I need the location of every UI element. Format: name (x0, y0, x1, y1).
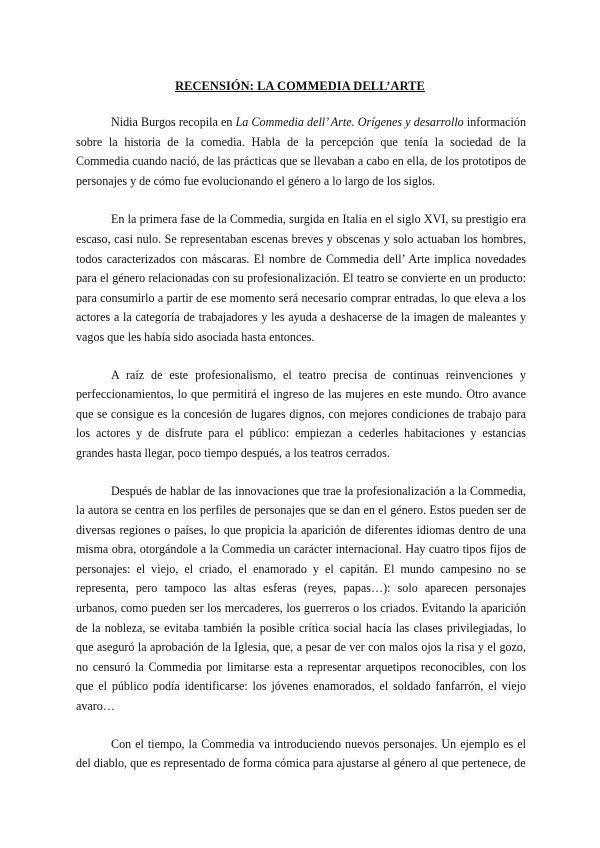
paragraph-4: Después de hablar de las innovaciones que trae la profesionalización a la Commedia, la autora se centra en los perfiles de personajes que se dan en el género. Estos pueden ser de diversas regiones o países, lo que propicia la aparición de diferentes idiomas dentro de una misma obra, otorgándole a la Commedia un carácter internacional. Hay cuatro tipos fijos de personajes: el viejo, el criado, el enamorado y el capitán. El mundo campesino no se representa, pero tampoco las altas esferas (reyes, papas…): solo aparecen personajes urbanos, como pueden ser los mercaderes, los guerreros o los criados. Evitando la aparición de la nobleza, se evitaba también la posible crítica social hacia las clases privilegiadas, lo que aseguró la aprobación de la Iglesia, que, a pesar de ver con malos ojos la risa y el gozo, no censuró la Commedia por limitarse esta a representar arquetipos reconocibles, con los que el público podía identificarse: los jóvenes enamorados, el soldado fanfarrón, el viejo avaro… (76, 483, 526, 714)
document-body (76, 113, 526, 792)
paragraph-5: Con el tiempo, la Commedia va introduciendo nuevos personajes. Un ejemplo es el del diablo, que es representado de forma cómica para ajustarse al género al que pertenece, de (76, 736, 526, 771)
book-title: La Commedia dell’ Arte. Orígenes y desarrollo (235, 115, 464, 129)
document-title: RECENSIÓN: LA COMMEDIA DELL’ARTE (175, 79, 425, 93)
paragraph-1 (76, 113, 526, 191)
paragraph-3: A raíz de este profesionalismo, el teatro precisa de continuas reinvenciones y perfeccionamientos, lo que permitirá el ingreso de las mujeres en este mundo. Otro avance que se consigue es la concesión de lugares dignos, con mejores condiciones de trabajo para los actores y de disfrute para el público: empiezan a cederles habitaciones y estancias grandes hasta llegar, poco tiempo después, a los teatros cerrados. (76, 367, 526, 460)
paragraph-2: En la primera fase de la Commedia, surgida en Italia en el siglo XVI, su prestigio era escaso, casi nulo. Se representaban escenas breves y obscenas y solo actuaban los hombres, todos caracterizados con máscaras. El nombre de Commedia dell’ Arte implica novedades para el género relacionadas con su profesionalización. El teatro se convierte en un producto: para consumirlo a partir de ese momento será necesario comprar entradas, lo que eleva a los actores a la categoría de trabajadores y les ayuda a deshacerse de la imagen de maleantes y vagos que les había sido asociada hasta entonces. (76, 212, 526, 344)
paragraph-1-rest: información sobre la historia de la comedia. Habla de la percepción que tenía la sociedad de la Commedia cuando nació, de las prácticas que se llevaban a cabo en ella, de los prototipos de personajes y de cómo fue evolucionando el género a lo largo de los siglos. (76, 115, 526, 188)
paragraph-1-intro: Nidia Burgos recopila en (111, 115, 236, 129)
